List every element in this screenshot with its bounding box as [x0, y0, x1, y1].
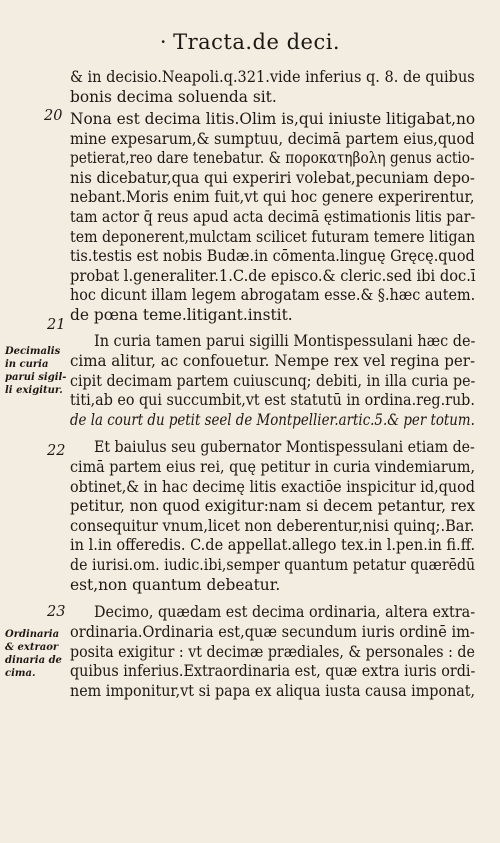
text-line: petierat,reo dare tenebatur. & ποροκατηβολη genus actio- — [70, 149, 475, 168]
margin-note-line: in curia — [5, 359, 49, 370]
margin-note-ordinaria — [5, 628, 67, 680]
text-line: nebant.Moris enim fuit,vt qui hoc genere experirentur, — [70, 188, 475, 207]
margin-note-line: cima. — [5, 668, 36, 679]
main-text-block-2 — [70, 110, 475, 326]
margin-note-decimalis — [5, 345, 67, 397]
text-line: mine expesarum,& sumptuu, decimā partem eius,quod — [70, 129, 475, 148]
margin-note-line: dinaria de — [5, 655, 62, 666]
text-line: de iurisi.om. iudic.ibi,semper quantum petatur quærēdū — [70, 555, 476, 574]
text-line: & in decisio.Neapoli.q.321.vide inferius q. 8. de quibus — [70, 68, 475, 86]
text-line: consequitur vnum,licet non deberentur,nisi quinq;.Bar. — [70, 516, 475, 535]
text-line: Nona est decima litis.Olim is,qui iniuste litigabat,no — [70, 110, 476, 128]
main-text-block-1 — [70, 68, 475, 107]
section-number-21: 21 — [47, 317, 66, 333]
main-text-block-4 — [70, 352, 475, 430]
running-head-marker: · — [159, 30, 168, 54]
text-line: ordinaria.Ordinaria est,quæ secundum iuris ordinē im- — [70, 623, 475, 641]
text-line: est,non quantum debeatur. — [70, 575, 281, 594]
running-head — [0, 30, 500, 54]
text-line: Decimo, quædam est decima ordinaria, altera extra- — [94, 603, 476, 621]
text-line: In curia tamen parui sigilli Montispessulani hæc de- — [94, 332, 476, 350]
margin-note-line: & extraor — [5, 642, 59, 653]
section-number-23: 23 — [47, 604, 66, 620]
text-line: hoc dicunt illam legem abrogatam esse.& §.hæc autem. — [70, 286, 476, 305]
text-line: in l.in offeredis. C.de appellat.allego tex.in l.pen.in fi.ff. — [70, 536, 476, 555]
main-text-block-7 — [94, 603, 475, 623]
text-line: probat l.generaliter.1.C.de episco.& cleric.sed ibi doc.ī — [70, 266, 476, 285]
text-line: cimā partem eius rei, quę petitur in curia vindemiarum, — [70, 458, 476, 476]
text-line: cipit decimam partem cuiuscunq; debiti, in illa curia pe- — [70, 371, 476, 390]
text-line: posita exigitur : vt decimæ prædiales, & personales : de — [70, 642, 475, 661]
margin-note-line: Ordinaria — [5, 629, 60, 640]
text-line: quibus inferius.Extraordinaria est, quæ extra iuris ordi- — [70, 662, 476, 681]
text-line: petitur, non quod exigitur:nam si decem petantur, rex — [70, 497, 476, 516]
main-text-block-8 — [70, 623, 475, 701]
text-line: bonis decima soluenda sit. — [70, 87, 277, 106]
main-text-block-3 — [94, 332, 475, 352]
margin-note-line: Decimalis — [5, 346, 61, 357]
text-line: tis.testis est nobis Budæ.in cōmenta.linguę Gręcę.quod — [70, 247, 475, 266]
text-line: obtinet,& in hac decimę litis exactiōe inspicitur id,quod — [70, 477, 475, 496]
section-number-22: 22 — [47, 443, 66, 459]
text-line: cima alitur, ac confouetur. Nempe rex vel regina per- — [70, 352, 476, 370]
running-head-title: Tracta.de deci. — [173, 30, 341, 54]
section-number-20: 20 — [44, 108, 63, 124]
main-text-block-6 — [70, 458, 475, 595]
text-line: Et baiulus seu gubernator Montispessulani etiam de- — [94, 438, 475, 456]
margin-note-line: li exigitur. — [5, 385, 63, 396]
text-line: nis dicebatur,qua qui experiri volebat,pecuniam depo- — [70, 168, 475, 187]
text-line: titi,ab eo qui succumbit,vt est statutū in ordina.reg.rub. — [70, 391, 475, 410]
text-line: de pœna teme.litigant.instit. — [70, 305, 293, 324]
margin-note-line: parui sigil- — [5, 372, 67, 383]
text-line: tam actor q̄ reus apud acta decimā ęstimationis litis par- — [70, 207, 476, 226]
text-line: de la court du petit seel de Montpellier.artic.5.& per totum. — [70, 410, 475, 429]
text-line: nem imponitur,vt si papa ex aliqua iusta causa imponat, — [70, 681, 476, 700]
main-text-block-5 — [94, 438, 475, 458]
text-line: tem deponerent,mulctam scilicet futuram temere litigan — [70, 227, 476, 246]
